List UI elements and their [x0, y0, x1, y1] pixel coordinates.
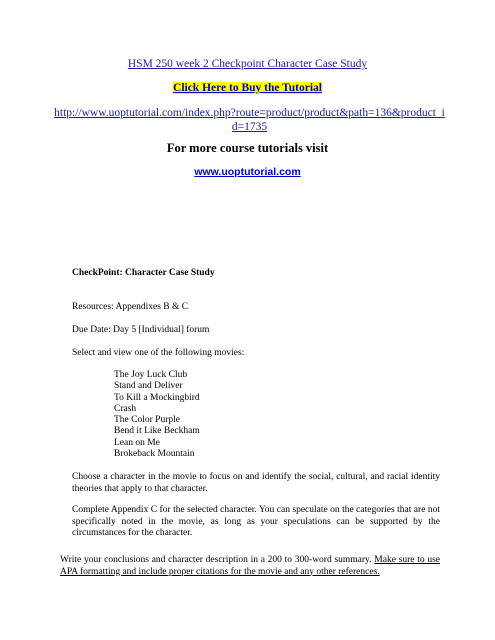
- instruction-paragraph-2: Complete Appendix C for the selected character. You can speculate on the categories that are not specifically noted in the movie, as long as your speculations can be supported by the circumstances for the character.: [72, 505, 440, 538]
- title-link[interactable]: HSM 250 week 2 Checkpoint Character Case Study: [127, 58, 368, 70]
- movie-list: [114, 370, 200, 460]
- list-item: Brokeback Mountain: [114, 449, 195, 460]
- list-item: Crash: [114, 403, 137, 414]
- list-item: To Kill a Mockingbird: [114, 392, 200, 403]
- list-item: Stand and Deliver: [114, 381, 183, 392]
- list-item: The Color Purple: [114, 415, 180, 426]
- more-tutorials-heading: For more course tutorials visit: [166, 141, 329, 155]
- list-item: Lean on Me: [114, 437, 160, 448]
- apa-instruction: Make sure to use APA formatting and include proper citations for the movie and any other references.: [60, 555, 440, 577]
- resources-line: Resources: Appendixes B & C: [72, 302, 189, 312]
- select-movies-line: Select and view one of the following movies:: [72, 348, 245, 358]
- buy-tutorial-link[interactable]: Click Here to Buy the Tutorial: [173, 82, 322, 94]
- site-link[interactable]: www.uoptutorial.com: [194, 166, 301, 178]
- instruction-paragraph-3: [60, 555, 440, 578]
- list-item: Bend it Like Beckham: [114, 426, 200, 437]
- list-item: The Joy Luck Club: [114, 370, 188, 380]
- due-date-line: Due Date: Day 5 [Individual] forum: [72, 325, 210, 335]
- product-url-link[interactable]: http://www.uoptutorial.com/index.php?route=product/product&path=136&product_id=1735: [54, 107, 445, 133]
- instruction-paragraph-1: Choose a character in the movie to focus on and identify the social, cultural, and racial identity theories that apply to that character.: [72, 472, 440, 494]
- summary-instruction: Write your conclusions and character description in a 200 to 300-word summary.: [60, 555, 375, 565]
- checkpoint-title: CheckPoint: Character Case Study: [72, 268, 215, 278]
